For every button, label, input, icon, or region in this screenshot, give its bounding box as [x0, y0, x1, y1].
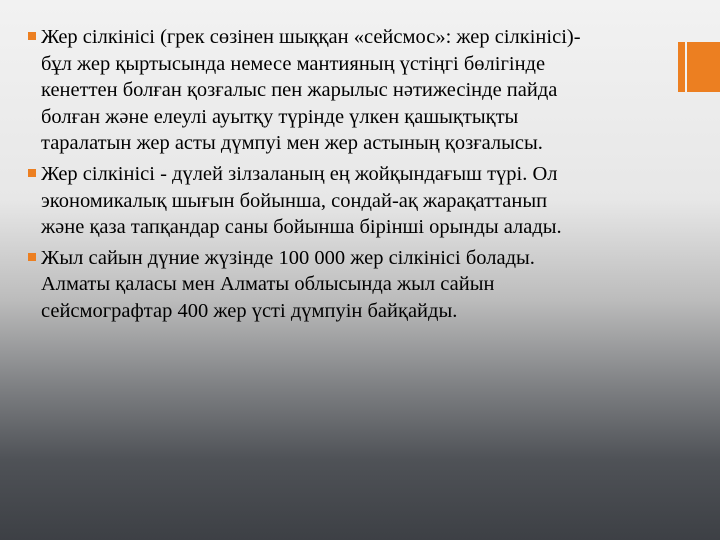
accent-bar — [676, 42, 720, 92]
bullet-line: сейсмографтар 400 жер үсті дүмпуін байқайды. — [41, 299, 458, 322]
bullet-item — [28, 245, 668, 325]
bullet-line: бұл жер қыртысында немесе мантияның үстіңгі бөлігінде — [41, 52, 546, 75]
square-bullet-icon — [28, 253, 36, 261]
bullet-line: Жыл сайын дүние жүзінде 100 000 жер сілкінісі болады. — [41, 246, 535, 269]
bullet-item — [28, 161, 668, 241]
slide-body — [28, 24, 668, 329]
bullet-line: экономикалық шығын бойынша, сондай-ақ жарақаттанып — [41, 189, 548, 212]
accent-bar-gap — [685, 42, 687, 92]
bullet-line: Алматы қаласы мен Алматы облысында жыл сайын — [41, 273, 495, 296]
bullet-line: таралатын жер асты дүмпуі мен жер астының қозғалысы. — [41, 132, 543, 155]
bullet-line: кенеттен болған қозғалыс пен жарылыс нәтижесінде пайда — [41, 79, 558, 102]
square-bullet-icon — [28, 32, 36, 40]
square-bullet-icon — [28, 169, 36, 177]
bullet-list — [28, 24, 668, 325]
bullet-line: болған және елеулі ауытқу түрінде үлкен қашықтықты — [41, 105, 519, 128]
bullet-item — [28, 24, 668, 157]
bullet-line: және қаза тапқандар саны бойынша бірінші орынды алады. — [41, 216, 562, 239]
bullet-line: Жер сілкінісі (грек сөзінен шыққан «сейсмос»: жер сілкінісі)- — [41, 26, 581, 48]
bullet-line: Жер сілкінісі - дүлей зілзаланың ең жойқындағыш түрі. Ол — [41, 162, 558, 185]
